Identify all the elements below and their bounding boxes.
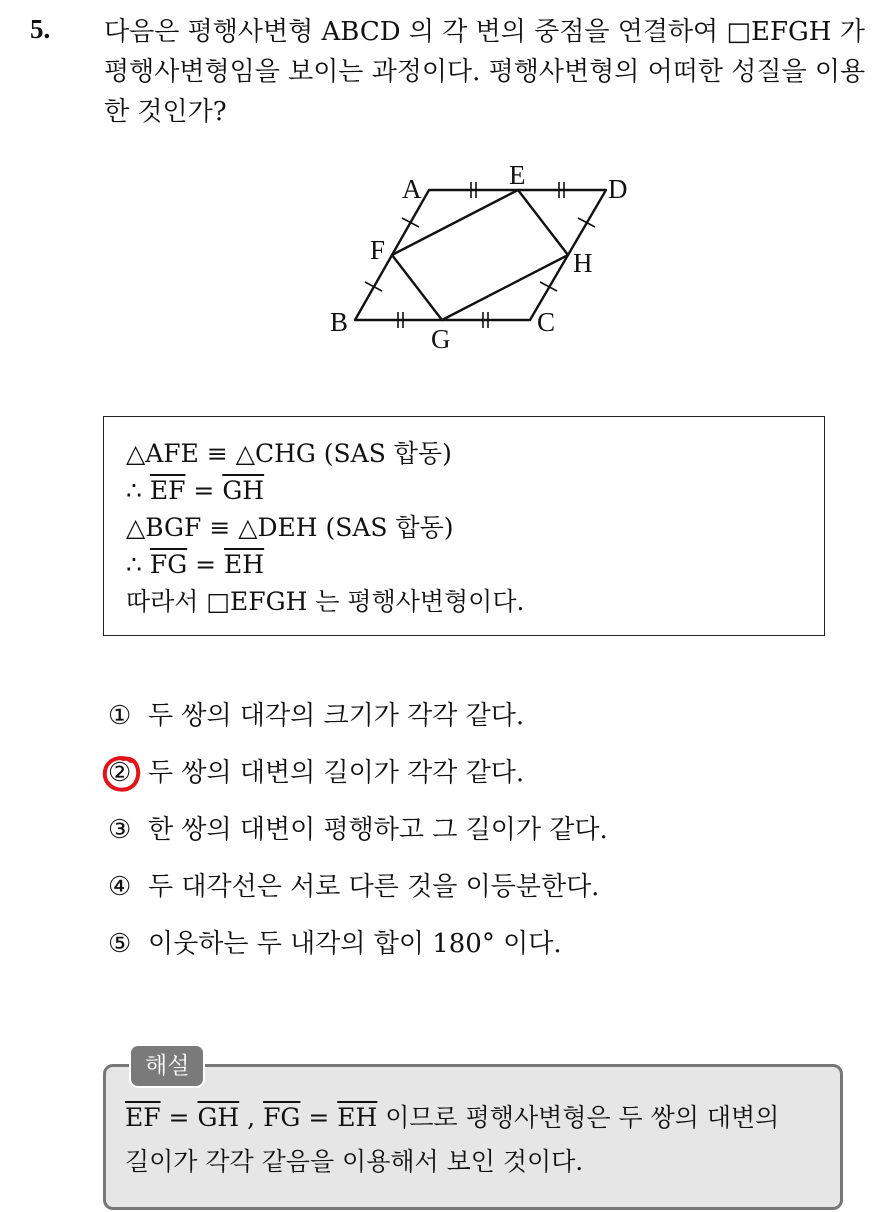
segment-gh: $\overline{GH}$	[222, 476, 265, 505]
equals-sign: =	[187, 550, 225, 579]
tick-marks	[365, 182, 595, 328]
label-c: C	[537, 307, 556, 337]
solution-rest: 이므로 평행사변형은 두 쌍의 대변의	[377, 1103, 780, 1132]
label-f: F	[370, 235, 386, 265]
label-h: H	[573, 248, 593, 278]
choice-text: 두 대각선은 서로 다른 것을 이등분한다.	[148, 872, 600, 902]
segment-fg: $\overline{FG}$	[263, 1103, 301, 1132]
choice-text: 한 쌍의 대변이 평행하고 그 길이가 같다.	[148, 815, 608, 845]
separator: ,	[239, 1103, 264, 1132]
choice-number: ②	[108, 758, 132, 788]
segment-ef: $\overline{EF}$	[149, 476, 186, 505]
question-text	[104, 12, 864, 132]
parallelogram-diagram	[320, 160, 650, 360]
solution-line	[125, 1096, 825, 1140]
equals-sign: =	[300, 1103, 338, 1132]
choice-text: 두 쌍의 대각의 크기가 각각 같다.	[148, 701, 525, 731]
answer-choices	[108, 696, 608, 981]
label-d: D	[608, 174, 628, 204]
label-a: A	[402, 174, 422, 204]
equals-sign: =	[160, 1103, 198, 1132]
parallelogram-figure	[320, 160, 650, 360]
label-g: G	[431, 324, 451, 354]
proof-line: △BGF ≡ △DEH (SAS 합동)	[126, 513, 454, 542]
solution-tab: 해설	[129, 1044, 205, 1088]
segment-eh: $\overline{EH}$	[337, 1103, 378, 1132]
question-line: 평행사변형임을 보이는 과정이다. 평행사변형의 어떠한 성질을 이용	[104, 57, 866, 87]
proof-box	[103, 416, 825, 636]
equals-sign: =	[185, 476, 223, 505]
choice-text: 두 쌍의 대변의 길이가 각각 같다.	[148, 758, 525, 788]
answer-circle-mark	[101, 754, 143, 794]
choice-number: ③	[108, 815, 132, 845]
question-line: 한 것인가?	[104, 97, 227, 127]
segment-eh: $\overline{EH}$	[224, 550, 265, 579]
choice-3[interactable]	[108, 810, 608, 867]
choice-text: 이웃하는 두 내각의 합이 180° 이다.	[148, 929, 562, 959]
proof-line	[126, 546, 824, 583]
question-line: 다음은 평행사변형 ABCD 의 각 변의 중점을 연결하여 □EFGH 가	[104, 17, 865, 47]
question-number: 5.	[30, 14, 51, 44]
therefore-symbol: ∴	[126, 476, 150, 505]
therefore-symbol: ∴	[126, 550, 150, 579]
proof-conclusion: 따라서 □EFGH 는 평행사변형이다.	[126, 587, 525, 616]
solution-line: 길이가 각각 같음을 이용해서 보인 것이다.	[125, 1147, 584, 1176]
choice-number: ①	[108, 701, 132, 731]
choice-2[interactable]	[108, 753, 608, 810]
segment-fg: $\overline{FG}$	[149, 550, 188, 579]
proof-line	[126, 472, 824, 509]
choice-4[interactable]	[108, 867, 608, 924]
choice-number: ④	[108, 872, 132, 902]
choice-5[interactable]	[108, 924, 608, 981]
segment-gh: $\overline{GH}$	[197, 1103, 240, 1132]
choice-1[interactable]	[108, 696, 608, 753]
segment-ef: $\overline{EF}$	[125, 1103, 161, 1132]
proof-line: △AFE ≡ △CHG (SAS 합동)	[126, 439, 452, 468]
solution-text	[125, 1096, 825, 1184]
choice-number: ⑤	[108, 929, 132, 959]
label-b: B	[330, 307, 349, 337]
label-e: E	[509, 160, 526, 190]
